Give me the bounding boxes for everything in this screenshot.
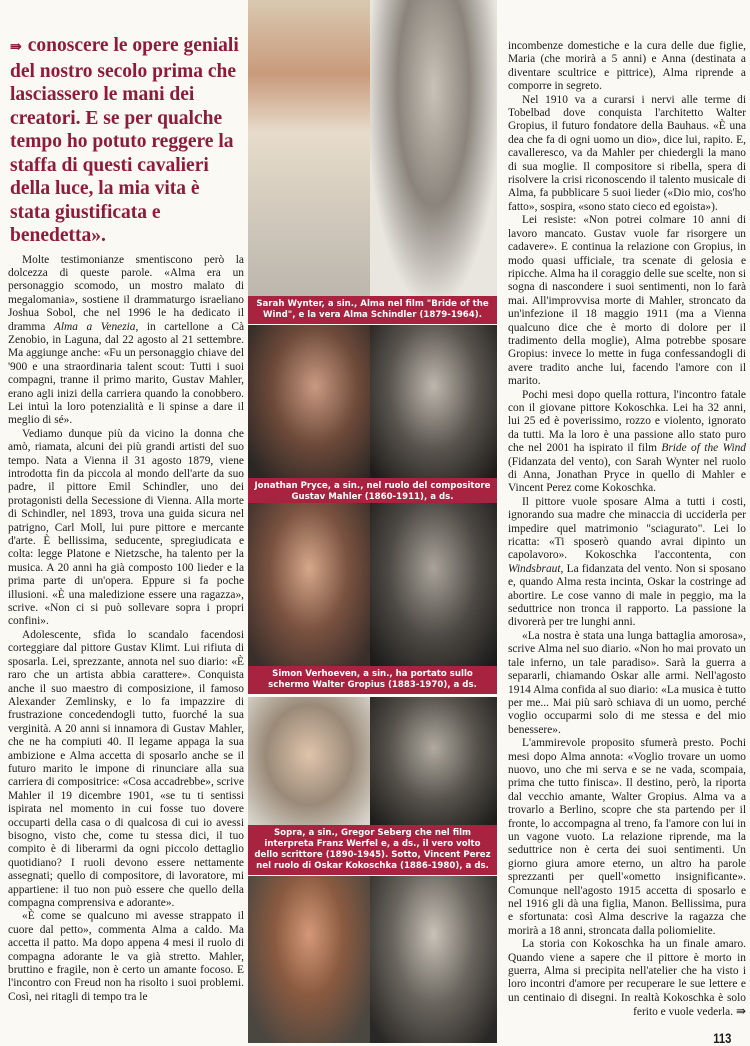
right-text-column <box>508 40 746 1020</box>
paragraph: «La nostra è stata una lunga battaglia amorosa», scrive Alma nel suo diario. «Non ho mai provato un tale inferno, un tale paradiso». Sarà la guerra a separarli, chiamando Oskar alle armi. Nell'agosto 1914 Alma confida al suo diario: «La musica è tutto per me... Mai più sarò schiava di un uomo, perché voglio occuparmi solo di me stessa e del mio benessere». <box>508 629 746 736</box>
paragraph: Adolescente, sfida lo scandalo facendosi corteggiare dal pittore Gustav Klimt. Lui rifiuta di sposarla. Lei, sprezzante, annota nel suo diario: «È raro che un artista abbia carattere». Conquista anche il suo maestro di composizione, il famoso Alexander Zemlinsky, e lo fa impazzire di frustrazione concedendogli tutto, fuorché la sua verginità. A 20 anni si innamora di Gustav Mahler, che ne ha compiuti 40. Il legame appaga la sua ambizione e Alma accetta di sposarlo anche se il futuro marito le impone di rinunciare alla sua carriera di compositrice: «Cosa accadrebbe», scrive Mahler il 19 dicembre 1901, «se tu ti sentissi ispirata nel momento in cui fosse tuo dovere occuparti della casa o di qualcosa di cui io avessi bisogno, visto che, come tu stessa dici, il tuo compito è di liberarmi da ogni piccolo dettaglio quotidiano? I ruoli devono essere nettamente assegnati; quello di compositore, di lavoratore, mi appartiene: il tuo non può essere che quello della compagna comprensiva e adorante». <box>8 628 244 909</box>
caption-2: Jonathan Pryce, a sin., nel ruolo del compositore Gustav Mahler (1860-1911), a ds. <box>248 478 497 506</box>
continue-arrow-icon: ⇛ <box>10 40 22 55</box>
photo-alma-schindler <box>370 0 497 296</box>
photo-gregor-seberg <box>248 697 370 825</box>
paragraph: incombenze domestiche e la cura delle due figlie, Maria (che morirà a 5 anni) e Anna (destinata a diventare scultrice e pittrice), Alma riprende a comporre in segreto. <box>508 40 746 93</box>
caption-4: Sopra, a sin., Gregor Seberg che nel film interpreta Franz Werfel e, a ds., il vero volto dello scrittore (1890-1945). Sotto, Vincent Perez nel ruolo di Oskar Kokoschka (1886-1980), a ds. <box>248 825 497 875</box>
left-column-wrapper <box>8 34 244 1004</box>
paragraph: La storia con Kokoschka ha un finale amaro. Quando viene a sapere che il pittore è morto in guerra, Alma si precipita nell'atelier che ha visto i loro incontri d'amore per recuperare le sue lettere e un centinaio di disegni. In realtà Kokoschka è solo ferito e vuole vederla. ⇛ <box>508 938 746 1019</box>
photo-jonathan-pryce <box>248 325 370 478</box>
paragraph: Molte testimonianze smentiscono però la dolcezza di queste parole. «Alma era un personaggio scomodo, un mostro malato di megalomania», sostiene il drammaturgo israeliano Joshua Sobol, che nel 1996 le ha dedicato il dramma Alma a Venezia, in cartellone a Cà Zenobio, in Laguna, dal 22 agosto al 21 settembre. Ma aggiunge anche: «Fu un personaggio chiave del '900 e una straordinaria talent scout: Tutti i suoi compagni, tranne il primo marito, Gustav Mahler, erano agli inizi della carriera quando la conobbero. Lei intuì la loro potenzialità e li spinse a dare il meglio di sé». <box>8 253 244 427</box>
photo-gustav-mahler <box>370 325 497 478</box>
photo-sarah-wynter <box>248 0 370 296</box>
page-number: 113 <box>713 1029 732 1046</box>
photo-franz-werfel <box>370 697 497 825</box>
photo-walter-gropius <box>370 503 497 666</box>
photo-oskar-kokoschka <box>370 876 497 1043</box>
photo-simon-verhoeven <box>248 503 370 666</box>
paragraph: Il pittore vuole sposare Alma a tutti i costi, ignorando sua madre che minaccia di ucciderla per impedire quel matrimonio "sciagurato". Lei lo ricatta: «Ti sposerò quando avrai dipinto un capolavoro». Kokoschka l'accontenta, con Windsbraut, La fidanzata del vento. Non si sposano e, quando Alma resta incinta, Oskar la costringe ad abortire. Le cose vanno di male in peggio, ma la seduttrice non tronca il rapporto. La passione la divorerà per tre lunghi anni. <box>508 495 746 629</box>
headline-text: conoscere le opere geniali del nostro secolo prima che lasciassero le mani dei creatori. E se per qualche tempo ho potuto reggere la staffa di questi cavalieri della luce, la mia vita è stata giustificata e benedetta». <box>10 35 239 246</box>
paragraph: Pochi mesi dopo quella rottura, l'incontro fatale con il giovane pittore Kokoschka. Lei ha 32 anni, lui 25 ed è poverissimo, rozzo e violento, ignorato da tutti. Ma la loro è una passione allo stato puro che nel 2001 ha ispirato il film Bride of the Wind (Fidanzata del vento), con Sarah Wynter nel ruolo di Anna, Jonathan Pryce in quello di Mahler e Vincent Perez come Kokoschka. <box>508 388 746 495</box>
caption-3: Simon Verhoeven, a sin., ha portato sullo schermo Walter Gropius (1883-1970), a ds. <box>248 666 497 694</box>
caption-1: Sarah Wynter, a sin., Alma nel film "Bride of the Wind", e la vera Alma Schindler (1879-1964). <box>248 296 497 324</box>
pull-quote-headline <box>10 34 244 248</box>
continue-arrow-icon: ⇛ <box>735 1004 746 1019</box>
paragraph: Vediamo dunque più da vicino la donna che amò, riamata, alcuni dei più grandi artisti del suo tempo. Nata a Vienna il 31 agosto 1879, viene introdotta fin da piccola al mondo dell'arte da suo padre, il pittore Emil Schindler, uno dei protagonisti della Secessione di Vienna. Alla morte di Schindler, nel 1893, trova una guida sicura nel patrigno, Carl Moll, lui pure pittore e mercante d'arte. È bellissima, seducente, spregiudicata e colta: legge Platone e Nietzsche, ha talento per la musica. A 20 anni ha già composto 100 lieder e la prima parte di un'opera. Eppure si fa poche illusioni. «È una maledizione essere una ragazza», scrive. «Non ci si può sollevare sopra i propri confini». <box>8 427 244 628</box>
paragraph: Lei resiste: «Non potrei colmare 10 anni di lavoro mancato. Gustav vuole far risorgere un cadavere». E continua la relazione con Gropius, in modo quasi ufficiale, tra scenate di gelosia e ripicche. Alma ha il coraggio delle sue scelte, non si sogna di nascondere i suoi sentimenti, non lo farà mai. All'improvvisa morte di Mahler, stroncato da un'infezione il 18 maggio 1911 (ma a Vienna qualcuno dice che è morto di dolore per il tradimento della moglie), Alma potrebbe sposare Gropius: invece lo mette in fuga confessandogli di avere tradito anche lui, facendo l'amore con il marito. <box>508 214 746 388</box>
left-text-column <box>8 254 244 1005</box>
paragraph: Nel 1910 va a curarsi i nervi alle terme di Tobelbad dove conquista l'architetto Walter Gropius, il futuro fondatore della Bauhaus. «È una dea che fa di ogni uomo un dio», dice lui, rapito. E, cavalleresco, va da Mahler per chiedergli la mano di sua moglie. Il compositore si ribella, spera di risolvere la crisi riconoscendo il talento musicale di Alma, fa pubblicare 5 suoi lieder («Dio mio, cos'ho fatto», sospira, «sono stato cieco ed egoista»). <box>508 93 746 213</box>
photo-vincent-perez <box>248 876 370 1043</box>
right-column-wrapper <box>508 40 746 1046</box>
paragraph: «È come se qualcuno mi avesse strappato il cuore dal petto», commenta Alma a caldo. Ma accetta il patto. Ma dopo appena 4 mesi il ruolo di compagna adorante le va già stretto. Mahler, bruttino e fragile, non è certo un amante focoso. E l'incontro con Freud non ha risolto i suoi problemi. Così, nei ritagli di tempo tra le <box>8 910 244 1003</box>
paragraph: L'ammirevole proposito sfumerà presto. Pochi mesi dopo Alma annota: «Voglio trovare un uomo nuovo, uno che mi serva e se ne vada, scompaia, prima che tutto finisca». Il destino, però, la riporta dal vecchio amante, Walter Gropius. Alma va a trovarlo a Berlino, scopre che sta partendo per il fronte, lo accompagna al treno, fa l'amore con lui in un vagone vuoto. La relazione riprende, ma la seduttrice non è certa dei suoi sentimenti. Un giorno giura amore eterno, un altro ha parole sprezzanti per quell'«ometto insignificante». Comunque nell'agosto 1915 accetta di sposarlo e nel 1916 gli dà una figlia, Manon. Bellissima, pura e sfortunata: così Alma descrive la ragazza che morirà a 18 anni, stroncata dalla poliomielite. <box>508 737 746 937</box>
